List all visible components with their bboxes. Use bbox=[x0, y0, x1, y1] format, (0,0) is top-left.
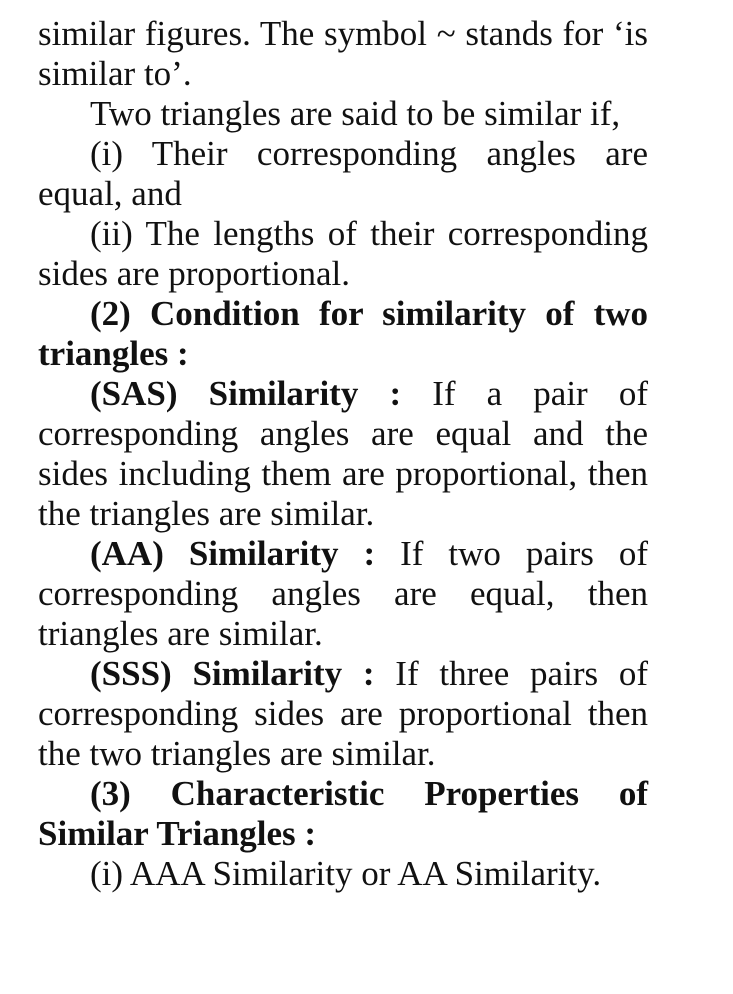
paragraph-aaa-similarity: (i) AAA Similarity or AA Similarity. bbox=[90, 854, 602, 893]
paragraph-sas-similarity bbox=[38, 374, 648, 534]
term-sss: (SSS) Similarity : bbox=[90, 654, 375, 693]
section-heading-conditions bbox=[38, 294, 648, 374]
paragraph-sss-similarity bbox=[38, 654, 648, 774]
paragraph-similar-figures: similar figures. The symbol ~ stands for ‘is similar to’. bbox=[38, 14, 648, 93]
paragraph-condition-sides: (ii) The lengths of their corresponding sides are proportional. bbox=[38, 214, 648, 293]
text-sss: If three pairs of corresponding sides are proportional then the two triangles are similar. bbox=[38, 654, 648, 773]
paragraph-aa-similarity bbox=[38, 534, 648, 654]
section-heading-properties bbox=[38, 774, 648, 854]
paragraph-similar-definition: Two triangles are said to be similar if, bbox=[90, 94, 621, 133]
text-sas: If a pair of corresponding angles are equal and the sides including them are proportional, then the triangles are similar. bbox=[38, 374, 648, 533]
term-sas: (SAS) Similarity : bbox=[90, 374, 402, 413]
section-heading-properties-text: (3) Characteristic Properties of Similar Triangles : bbox=[38, 774, 648, 853]
document-page bbox=[38, 14, 648, 894]
paragraph-condition-angles: (i) Their corresponding angles are equal, and bbox=[38, 134, 648, 213]
section-heading-conditions-text: (2) Condition for similarity of two triangles : bbox=[38, 294, 648, 373]
text-aa: If two pairs of corresponding angles are equal, then triangles are similar. bbox=[38, 534, 648, 653]
term-aa: (AA) Similarity : bbox=[90, 534, 376, 573]
